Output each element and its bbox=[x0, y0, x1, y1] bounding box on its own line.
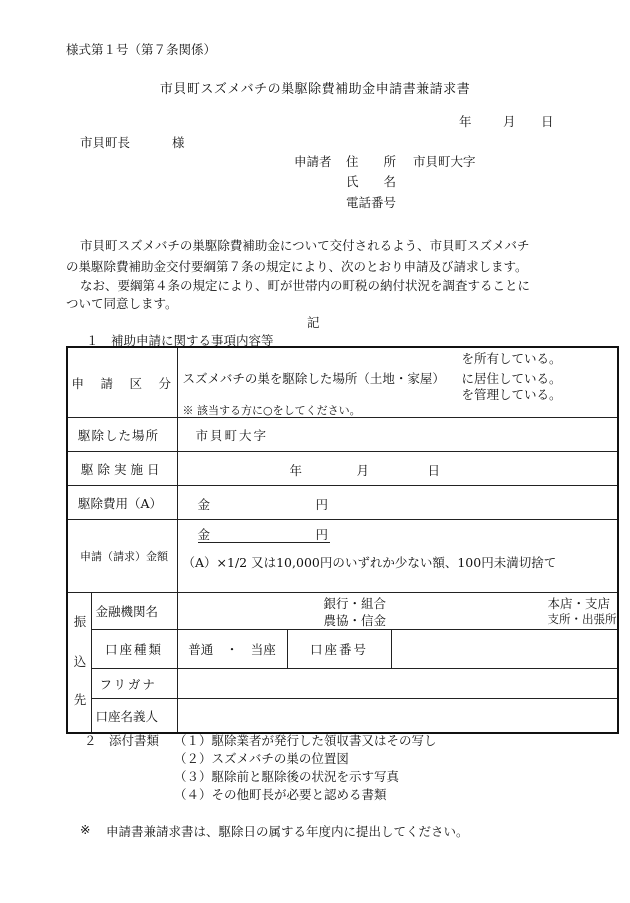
category-label: 申 請 区 分 bbox=[67, 347, 177, 418]
applicant-phone-label: 電話番号 bbox=[346, 195, 397, 210]
date-cell[interactable] bbox=[177, 452, 618, 486]
bank-label: 金融機関名 bbox=[91, 593, 177, 630]
footnote: 申請書兼請求書は、駆除日の属する年度内に提出してください。 bbox=[106, 824, 469, 839]
addressee-honorific: 様 bbox=[172, 135, 185, 150]
date-label: 駆除実施日 bbox=[67, 452, 177, 486]
body-paragraph1-line1: 市貝町スズメバチの巣駆除費補助金について交付されるよう、市貝町スズメバチ bbox=[80, 238, 530, 253]
attachment-item-2: （２）スズメバチの巣の位置図 bbox=[174, 751, 349, 766]
account-number-value[interactable] bbox=[391, 630, 618, 669]
furigana-label: フリガナ bbox=[91, 669, 177, 699]
body-paragraph2-line1: なお、要綱第４条の規定により、町が世帯内の町税の納付状況を調査することに bbox=[80, 278, 531, 293]
request-currency: 金 bbox=[197, 527, 211, 542]
attachment-item-3: （３）駆除前と駆除後の状況を示す写真 bbox=[174, 769, 400, 784]
cost-cell[interactable] bbox=[177, 486, 618, 520]
body-paragraph1-line2: の巣駆除費補助金交付要綱第７条の規定により、次のとおり申請及び請求します。 bbox=[66, 259, 528, 274]
place-value[interactable]: 市貝町大字 bbox=[177, 418, 618, 452]
holder-label: 口座名義人 bbox=[91, 699, 177, 734]
account-type-value[interactable]: 普通 ・ 当座 bbox=[177, 630, 287, 669]
attachment-item-4: （４）その他町長が必要と認める書類 bbox=[174, 787, 387, 802]
addressee-name: 市貝町長 bbox=[80, 135, 131, 150]
body-paragraph2-line2: ついて同意します。 bbox=[66, 296, 178, 311]
applicant-label: 申請者 bbox=[294, 154, 332, 169]
section1-heading: １ 補助申請に関する事項内容等 bbox=[86, 333, 274, 348]
section2-heading: ２ 添付書類 bbox=[84, 733, 160, 748]
bank-cell[interactable] bbox=[177, 593, 618, 630]
holder-value[interactable] bbox=[177, 699, 618, 734]
category-cell bbox=[177, 347, 618, 418]
category-note: ※ 該当する方に○をしてください。 bbox=[182, 404, 361, 417]
applicant-address-label: 住 所 bbox=[346, 154, 397, 169]
category-text: スズメバチの巣を駆除した場所（土地・家屋） bbox=[182, 371, 445, 386]
footnote-mark: ※ bbox=[80, 822, 91, 837]
application-table bbox=[66, 346, 619, 734]
bank-type-line1: 銀行・組合 bbox=[323, 596, 387, 611]
furigana-value[interactable] bbox=[177, 669, 618, 699]
cost-currency: 金 bbox=[197, 497, 211, 512]
transfer-label bbox=[67, 593, 91, 734]
date-day: 日 bbox=[541, 114, 554, 129]
date-month: 月 bbox=[503, 114, 516, 129]
category-option-reside[interactable]: に居住している。 bbox=[461, 371, 562, 386]
date-cell-day: 日 bbox=[427, 463, 441, 478]
form-number: 様式第１号（第７条関係） bbox=[66, 42, 217, 57]
attachment-item-1: （１）駆除業者が発行した領収書又はその写し bbox=[174, 733, 437, 748]
category-option-manage[interactable]: を管理している。 bbox=[461, 387, 562, 402]
page-title: 市貝町スズメバチの巣駆除費補助金申請書兼請求書 bbox=[159, 82, 471, 97]
applicant-name-label: 氏 名 bbox=[346, 174, 397, 189]
request-label: 申請（請求）金額 bbox=[67, 520, 177, 593]
transfer-char-1: 振 bbox=[73, 614, 87, 629]
account-type-label: 口座種類 bbox=[91, 630, 177, 669]
branch-line1: 本店・支店 bbox=[547, 596, 611, 611]
transfer-char-3: 先 bbox=[73, 692, 87, 707]
category-option-own[interactable]: を所有している。 bbox=[461, 351, 562, 366]
request-amount-line bbox=[198, 525, 330, 543]
account-number-label: 口座番号 bbox=[287, 630, 391, 669]
cost-yen: 円 bbox=[315, 497, 329, 512]
request-cell[interactable] bbox=[177, 520, 618, 593]
date-year: 年 bbox=[459, 114, 472, 129]
transfer-char-2: 込 bbox=[73, 654, 87, 669]
cost-label: 駆除費用（A） bbox=[67, 486, 177, 520]
branch-line2: 支所・出張所 bbox=[547, 612, 617, 626]
place-label: 駆除した場所 bbox=[67, 418, 177, 452]
applicant-address-value: 市貝町大字 bbox=[413, 154, 476, 169]
request-yen: 円 bbox=[315, 527, 329, 542]
ki-heading: 記 bbox=[307, 315, 320, 330]
date-cell-year: 年 bbox=[289, 463, 303, 478]
bank-type-line2: 農協・信金 bbox=[323, 613, 387, 628]
date-cell-month: 月 bbox=[356, 463, 370, 478]
request-note: （A）×1/2 又は10,000円のいずれか少ない額、100円未満切捨て bbox=[182, 555, 557, 570]
